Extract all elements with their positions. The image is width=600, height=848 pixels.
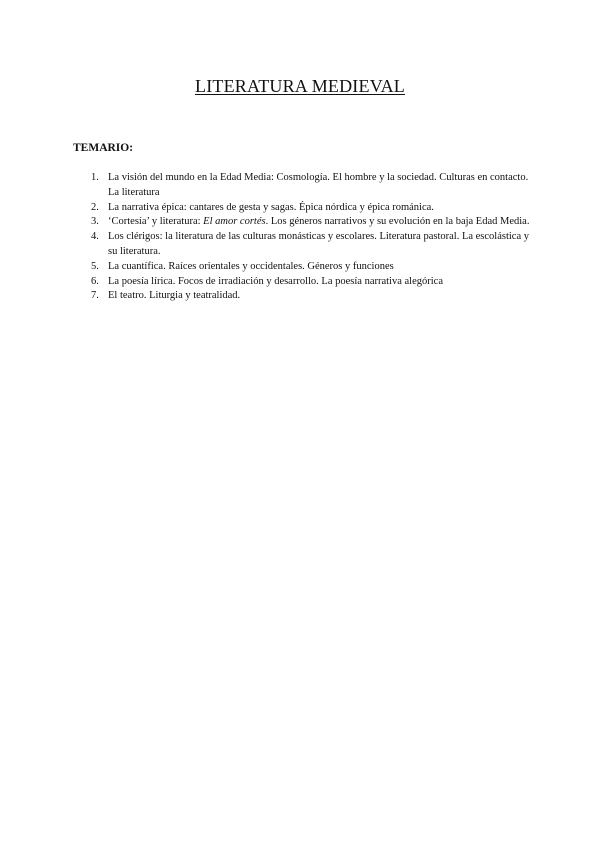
- list-item: [91, 201, 531, 216]
- list-item-number: 2.: [91, 201, 99, 213]
- document-title: LITERATURA MEDIEVAL: [195, 76, 405, 96]
- list-item-text-italic: El amor cortés: [203, 216, 266, 228]
- list-item: [91, 230, 531, 260]
- temario-list: [91, 171, 531, 304]
- list-item-text: La narrativa épica: cantares de gesta y sagas. Épica nórdica y épica románica.: [108, 201, 434, 213]
- list-item-number: 5.: [91, 260, 99, 272]
- list-item: [91, 171, 531, 201]
- section-heading: TEMARIO:: [73, 142, 134, 154]
- list-item: [91, 289, 531, 304]
- list-item-text: Los clérigos: la literatura de las culturas monásticas y escolares. Literatura pastoral. La escolástica y su literatura.: [108, 231, 529, 257]
- list-item-number: 1.: [91, 172, 99, 183]
- list-item-text: La cuantífica. Raíces orientales y occidentales. Géneros y funciones: [108, 260, 394, 272]
- list-item-text-after: . Los géneros narrativos y su evolución en la baja Edad Media.: [265, 216, 530, 228]
- list-item: [91, 215, 531, 230]
- list-item-text-before: ‘Cortesía’ y literatura:: [108, 216, 204, 228]
- list-item: [91, 275, 531, 290]
- list-item-text: La poesía lírica. Focos de irradiación y desarrollo. La poesía narrativa alegórica: [108, 275, 443, 287]
- list-item-text: [108, 215, 531, 230]
- list-item-number: 7.: [91, 290, 99, 302]
- list-item-text: El teatro. Liturgia y teatralidad.: [108, 290, 241, 302]
- list-item: [91, 260, 531, 275]
- list-item-number: 3.: [91, 216, 99, 228]
- list-item-number: 6.: [91, 275, 99, 287]
- list-item-number: 4.: [91, 231, 99, 243]
- list-item-text: La visión del mundo en la Edad Media: Cosmología. El hombre y la sociedad. Culturas en contacto. La literatura: [108, 172, 529, 198]
